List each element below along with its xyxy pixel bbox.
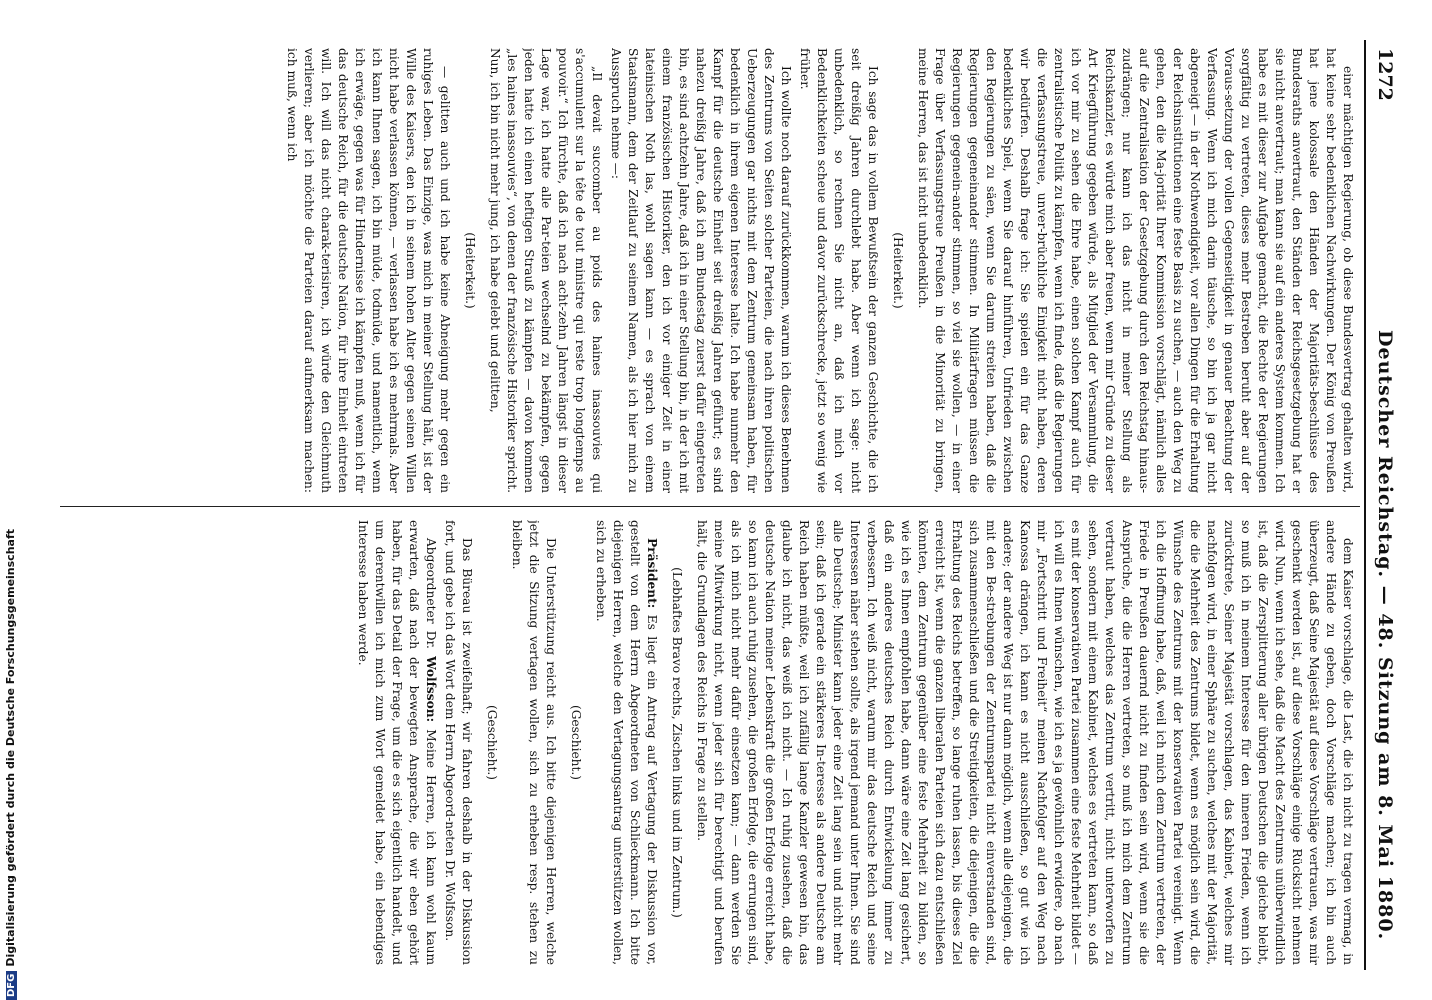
header-rule — [1364, 40, 1366, 970]
left-paragraph: (Heiterkeit.) — [463, 232, 477, 309]
page-header — [1372, 40, 1396, 970]
page-title: Deutscher Reichstag. — 48. Sitzung am 8. Mai 1880. — [1374, 330, 1396, 941]
right-paragraph: (Geschieht.) — [485, 704, 499, 781]
dfg-logo: DFG — [6, 971, 17, 1000]
left-paragraph: — gelitten auch und ich habe keine Abneigung mehr gegen ein ruhiges Leben. Das Einzige, was mich in meiner Stellung hält, ist der Wille des Kaisers, den ich in seinem hohen Alter gegen seinen Willen nicht habe verlassen können, — verlassen habe ich es mehrmals. Aber ich kann Ihnen sagen, ich bin müde, todmüde, und namentlich, wenn ich erwäge, gegen was für Hindernisse ich kämpfen muß, wenn ich für das deutsche Reich, für die deutsche Nation, für ihre Einheit eintreten will. Ich will das nicht charak-terisiren, ich würde den Gleichmuth verlieren; aber ich möchte die Parteien darauf aufmerksam machen: ich muß, wenn ich — [285, 48, 452, 493]
left-paragraph: Ich wollte noch darauf zurückkommen, warum ich dieses Benehmen des Zentrums von Seiten solcher Parteien, die nach ihren politischen Ueberzeugungen gar nichts mit dem Zentrum gemeinsam haben, für bedenklich in ihrem eigenen Interesse halte. Ich habe nunmehr den Kampf für die deutsche Einheit seit dreißig Jahren geführt; es sind nahezu dreißig Jahre, daß ich am Bundestag zuerst dafür eingetreten bin, es sind achtzehn Jahre, daß ich in einer Stellung bin, in der ich mit einem französischen Historiker, den ich vor einiger Zeit in einer lateinischen Noth las, wohl sagen kann — es sprach von einem Staatsmann, dem der Zeitlauf zu seinem Namen, als ich hier mich zu Ausspruch nehme —: — [609, 48, 793, 493]
right-paragraph: Das Büreau ist zweifelhaft; wir fahren deshalb in der Diskussion fort, und gebe ich das Wort dem Herrn Abgeord-neten Dr. Wolfsson. — [443, 520, 474, 965]
right-paragraph: Abgeordneter Dr. Wolfsson: Meine Herren, ich kann wohl kaum erwarten, daß nach der bewegten Ansprache, die wir eben gehört haben, für das Detail der Frage, um die es sich eigentlich handelt, und um derentwillen ich mich zum Wort gemeldet habe, ein lebendiges Interesse haben werde. — [356, 520, 438, 965]
left-paragraph: einer mächtigen Regierung, ob diese Bundesvertrag gehalten wird, hat keine sehr bedenklichen Nachwirkungen. Der König von Preußen hat jene kolossale den Händen der Majoritäts-beschlüsse des Bundesraths anvertraut, den Ständen der Reichsgesetzgebung hat er sie nicht anvertraut; man kann sie auf ein anderes System kommen. Ich habe es mit dieser zur Aufgabe gemacht, die Rechte der Regierungen sorgfältig zu vertreten, dieses mehr Bestreben beruht aber auf der Voraus-setzung der vollen Gegenseitigkeit in genauer Beachtung der Verfassung. Wenn ich mich darin täusche, so bin ich ja gar nicht abgeneigt — in der Nothwendigkeit, vor allen Dingen für die Erhaltung der Reichsinstitutionen eine feste Basis zu suchen, — auch den Weg zu gehen, den die Ma-jorität Ihrer Kommission vorschlägt, nämlich alles auf die Zentralisation der Gesetzgebung durch den Reichstag hinaus-zudrängen; nur kann ich das nicht in meiner Stellung als Reichskanzler, es würde mich aber freuen, wenn mir Gründe zu dieser Art Kriegführung gegeben würde, als Mitglied der Versammlung, die ich vor mir zu sehen die Ehre habe, einen solchen Kampf auch für zentralistische Politik zu kämpfen, wenn ich finde, daß die Regierungen die verfassungstreue, unver-brüchliche Einigkeit nicht haben, deren wir bedürfen. Deshalb frage ich: Sie spielen ein für das Ganze bedenkliches Spiel, wenn Sie darauf hinführen, Unfrieden zwischen den Regierungen zu säen, wenn Sie darum streiten haben, daß die Regierungen gegeneinander stimmen. In Militärfragen müssen die Regierungen gegenein-ander stimmen, so viel sie wollen, — in einer Frage über Verfassungstreue Preußen in die Minorität zu bringen, meine Herren, das ist nicht unbedenklich. — [916, 48, 1355, 493]
digitization-note — [4, 0, 26, 1000]
right-paragraph: (Lebhaftes Bravo rechts, Zischen links und im Zentrum.) — [670, 567, 684, 918]
right-paragraph: dem Kaiser vorschlage, die Last, die ich nicht zu tragen vermag, in andere Hände zu geben, doch Vorschläge machen; ich bin auch überzeugt, daß Seine Majestät auf diese Vorschläge vertrauen, was mir geschenkt werden ist, auf diese Vorschläge einige Rücksicht nehmen wird. Nun, wenn ich sehe, daß die Macht des Zentrums unüberwindlich ist, daß die Zersplitterung aller übrigen Deutschen die gleiche bleibt, so muß ich in meinem Interesse für den inneren Frieden, wenn ich zurücktrete, Seiner Majestät vorschlagen, das Kabinet, welches mir nachfolgen wird, in einer Sphäre zu suchen, welches mit der Majorität, die die Mehrheit des Zentrums bildet, wenn es möglich sein wird, die Wünsche des Zentrums mit der konservativen Partei vereinigt. Wenn ich die Hoffnung habe, daß, weil ich mich dem Zentrum vertreten, der Friede in Preußen dauernd nicht zu finden sein wird, wenn sie die Ansprüche, die die Herren vertreten, so muß ich mich dem Zentrum vertraut haben, welches das Zentrum vertritt, nicht unterworfen zu sehen, sondern mit einem Kabinet, welches es vertreten kann, so daß es mit der konservativen Partei zusammen eine feste Mehrheit bildet — ich will es Ihnen wünschen, wie ich es ja gewöhnlich erwidere, ob nach mir „Fortschritt und Freiheit“ meinen Nachfolger auf den Weg nach Kanossa drängen, ich kann es nicht ausschließen, so gut wie ich andere; der andere Weg ist nur dann möglich, wenn alle diejenigen, die mit den Be-strebungen der Zentrumspartei nicht einverstanden sind, sich zusammenschließen und die Streitigkeiten, die diejenigen, die die Erhaltung des Reichs betreffen, so lange ruhen lassen, bis dieses Ziel erreicht ist, wenn die ganzen liberalen Parteien sich dazu entschließen könnten, dem Zentrum gegenüber eine feste Mehrheit zu bilden, so wie ich es Ihnen empfohlen habe, dann wäre eine Zeit lang gesichert, daß ein anderes deutsches Reich durch Entwickelung immer zu verbessern. Ich weiß nicht, warum mir das deutsche Reich und seine Interessen näher stehen sollte, als irgend jemand unter Ihnen. Sie sind alle Deutsche; Minister kann jeder eine Zeit lang sein und nicht mehr sein; daß ich gerade ein stärkeres In-teresse als andere Deutsche am Reich haben müßte, weil ich zufällig lange Kanzler gewesen bin, das glaube ich nicht, das weiß ich nicht. — Ich ruhig zusehen, daß die deutsche Nation meiner Lebenskraft die großen Erfolge erreicht habe, so kann ich auch ruhig zusehen, die großen Erfolge, die errungen sind, als ich mich nicht mehr dafür einsetzen kann; — dann werden Sie meine Mitwirkung nicht, wenn jeder sich für berechtigt und berufen hält, die Grundlagen des Reichs in Frage zu stellen. — [695, 520, 1355, 965]
page-number: 1272 — [1374, 48, 1396, 101]
column-divider — [60, 506, 1360, 507]
right-paragraph: Präsident: Es liegt ein Antrag auf Vertagung der Diskussion vor, gestellt von dem Herrn Abgeordneten von Schlieckmann. Ich bitte diejenigen Herren, welche den Vertagungsantrag unterstützen wollen, sich zu erheben. — [594, 520, 659, 965]
left-column — [66, 48, 1356, 493]
left-paragraph: „Il devait succomber au poids des haines inassouvies qui s'accumulent sur la tête de tout ministre qui reste trop longtemps au pouvoir.“ Ich fürchte, daß ich nach acht-zehn Jahren längst in dieser Lage war, ich hatte alle Par-teien wechselnd zu bekämpfen, gegen jeden hatte ich einen heftigen Strauß zu kämpfen — davon kommen „les haines inassouvies“, von denen der französische Historiker spricht. Nun, ich bin nicht mehr jung, ich habe gelebt und gelitten, — [488, 48, 604, 493]
right-column — [66, 520, 1356, 965]
left-paragraph: Ich sage das in vollem Bewußtsein der ganzen Geschichte, die ich seit dreißig Jahren durchlebt habe. Aber wenn ich sage: nicht unbedenklich, so rechnen Sie nicht an, daß ich mich vor Bedenklichkeiten scheue und davor zurückschrecke, jetzt so wenig wie früher. — [798, 48, 880, 493]
digitization-text: Digitalisierung gefördert durch die Deutsche Forschungsgemeinschaft — [4, 528, 17, 967]
right-paragraph: Die Unterstützung reicht aus. Ich bitte diejenigen Herren, welche jetzt die Sitzung vertagen wollen, sich zu erheben resp. stehen zu bleiben. — [510, 520, 558, 965]
right-paragraph: (Geschieht.) — [569, 704, 583, 781]
left-paragraph: (Heiterkeit.) — [891, 232, 905, 309]
